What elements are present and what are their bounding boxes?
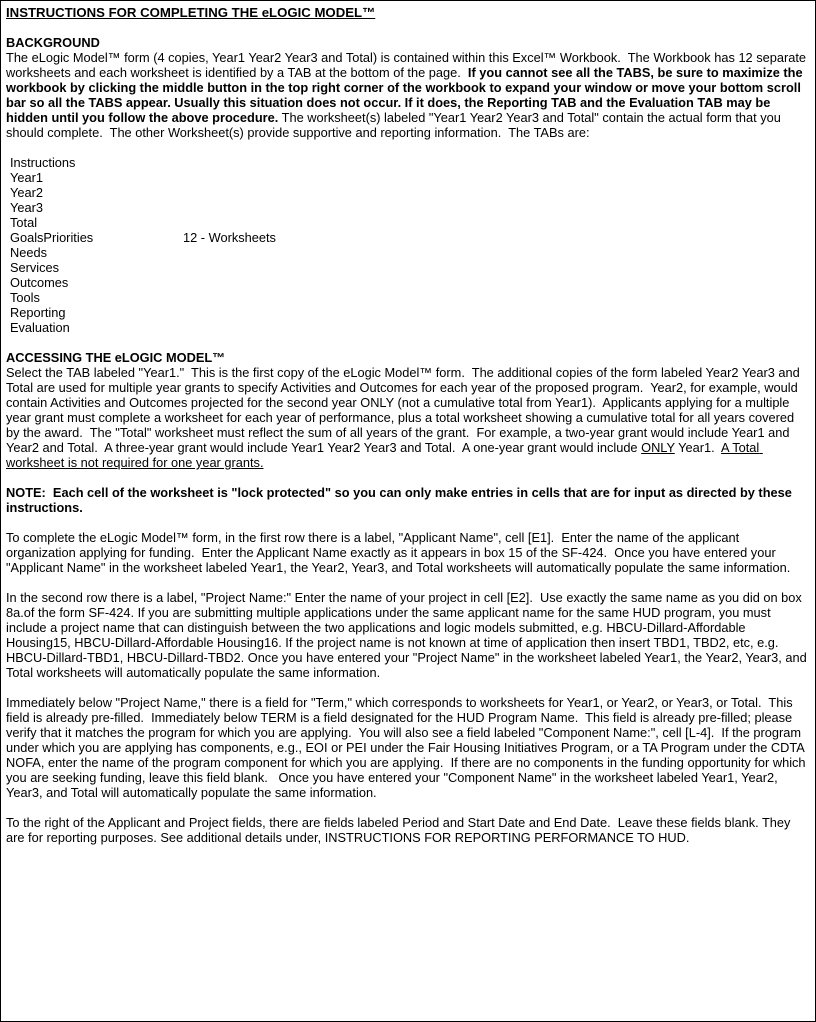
tab-label-year1: Year1 <box>10 170 43 185</box>
project-name-paragraph: In the second row there is a label, "Project Name:" Enter the name of your project in cell [E2]. Use exactly the same name as you did on box 8a.of the form SF-424. If you are submitting multiple applications under the same applicant name for the same HUD program, you must include a project name that can distinguish between the two applications and logic models submitted, e.g. HBCU-Dillard-Affordable Housing15, HBCU-Dillard-Affordable Housing16. If the project name is not known at time of application then insert TBD1, TBD2, etc, e.g. HBCU-Dillard-TBD1, HBCU-Dillard-TBD2. Once you have entered your "Project Name" in the worksheet labeled Year1, the Year2, Year3, and Total worksheets will automatically populate the same information. <box>6 590 811 680</box>
background-heading: BACKGROUND <box>6 35 100 50</box>
period-dates-paragraph: To the right of the Applicant and Project fields, there are fields labeled Period and Start Date and End Date. Leave these fields blank. They are for reporting purposes. See additional details under, INSTRUCTIONS FOR REPORTING PERFORMANCE TO HUD. <box>6 815 794 845</box>
tab-row-year3 <box>10 200 810 215</box>
worksheet-count-label: 12 - Worksheets <box>183 230 276 245</box>
tab-row-total <box>10 215 810 230</box>
tab-label-services: Services <box>10 260 60 275</box>
tab-label-reporting: Reporting <box>10 305 66 320</box>
tabs-list <box>6 155 810 335</box>
tab-row-year2 <box>10 185 810 200</box>
tab-label-instructions: Instructions <box>10 155 76 170</box>
accessing-text-2: Year1. <box>674 440 722 455</box>
tab-label-goalspriorities: GoalsPriorities <box>10 230 94 245</box>
tab-label-outcomes: Outcomes <box>10 275 69 290</box>
background-text-2: The worksheet(s) labeled "Year1 Year2 Year3 and Total" contain the actual form that you should complete. The other Worksheet(s) provide supportive and reporting information. The TABs are: <box>6 110 785 140</box>
tab-row-evaluation <box>10 320 810 335</box>
tab-row-goalspriorities <box>10 230 810 245</box>
accessing-heading: ACCESSING THE eLOGIC MODEL™ <box>6 350 225 365</box>
tab-label-needs: Needs <box>10 245 47 260</box>
tab-label-total: Total <box>10 215 38 230</box>
accessing-text-1: Select the TAB labeled "Year1." This is the first copy of the eLogic Model™ form. The additional copies of the form labeled Year2 Year3 and Total are used for multiple year grants to specify Activities and Outcomes for each year of the proposed program. Year2, for example, would contain Activities and Outcomes projected for the second year ONLY (not a cumulative total from Year1). Applicants applying for a multiple year grant must complete a worksheet for each year of performance, plus a total worksheet showing a cumulative total for all years covered by the award. The "Total" worksheet must reflect the sum of all years of the grant. For example, a two-year grant would include Year1 and Year2 and Total. A three-year grant would include Year1 Year2 Year3 and Total. A one-year grant would include <box>6 365 804 455</box>
applicant-name-paragraph: To complete the eLogic Model™ form, in the first row there is a label, "Applicant Name", cell [E1]. Enter the name of the applicant organization applying for funding. Enter the Applicant Name exactly as it appears in box 15 of the SF-424. Once you have entered your "Applicant Name" in the worksheet labeled Year1, the Year2, Year3, and Total worksheets will automatically populate the same information. <box>6 530 791 575</box>
background-paragraph <box>6 50 810 140</box>
tab-label-year3: Year3 <box>10 200 43 215</box>
page-title: INSTRUCTIONS FOR COMPLETING THE eLOGIC MODEL™ <box>6 5 376 20</box>
tab-label-year2: Year2 <box>10 185 43 200</box>
accessing-text-only-underlined: ONLY <box>641 440 675 455</box>
tab-row-services <box>10 260 810 275</box>
tab-label-tools: Tools <box>10 290 40 305</box>
tab-row-instructions <box>10 155 810 170</box>
term-component-paragraph: Immediately below "Project Name," there is a field for "Term," which corresponds to worksheets for Year1, or Year2, or Year3, or Total. This field is already pre-filled. Immediately below TERM is a field designated for the HUD Program Name. This field is already pre-filled; please verify that it matches the program for which you are applying. You will also see a field labeled "Component Name:", cell [L-4]. If the program under which you are applying has components, e.g., EOI or PEI under the Fair Housing Initiatives Program, or a TA Program under the CDTA NOFA, enter the name of the program component for which you are applying. If there are no components in the funding opportunity for which you are seeking funding, leave this field blank. Once you have entered your "Component Name" in the worksheet labeled Year1, Year2, Year3, and Total will automatically populate the same information. <box>6 695 810 800</box>
tab-row-tools <box>10 290 810 305</box>
accessing-text-total-note-underlined: A Total worksheet is not required for one year grants. <box>6 440 763 470</box>
tab-row-needs <box>10 245 810 260</box>
background-text-bold-warning: If you cannot see all the TABS, be sure to maximize the workbook by clicking the middle button in the top right corner of the workbook to expand your window or move your bottom scroll bar so all the TABS appear. Usually this situation does not occur. If it does, the Reporting TAB and the Evaluation TAB may be hidden until you follow the above procedure. <box>6 65 807 125</box>
tab-row-reporting <box>10 305 810 320</box>
lock-protected-note: NOTE: Each cell of the worksheet is "lock protected" so you can only make entries in cells that are for input as directed by these instructions. <box>6 485 796 515</box>
tab-label-evaluation: Evaluation <box>10 320 70 335</box>
background-text-1: The eLogic Model™ form (4 copies, Year1 Year2 Year3 and Total) is contained within this Excel™ Workbook. The Workbook has 12 separate worksheets and each worksheet is identified by a TAB at the bottom of the page. <box>6 50 810 80</box>
accessing-paragraph <box>6 365 810 470</box>
tab-row-year1 <box>10 170 810 185</box>
tab-row-outcomes <box>10 275 810 290</box>
